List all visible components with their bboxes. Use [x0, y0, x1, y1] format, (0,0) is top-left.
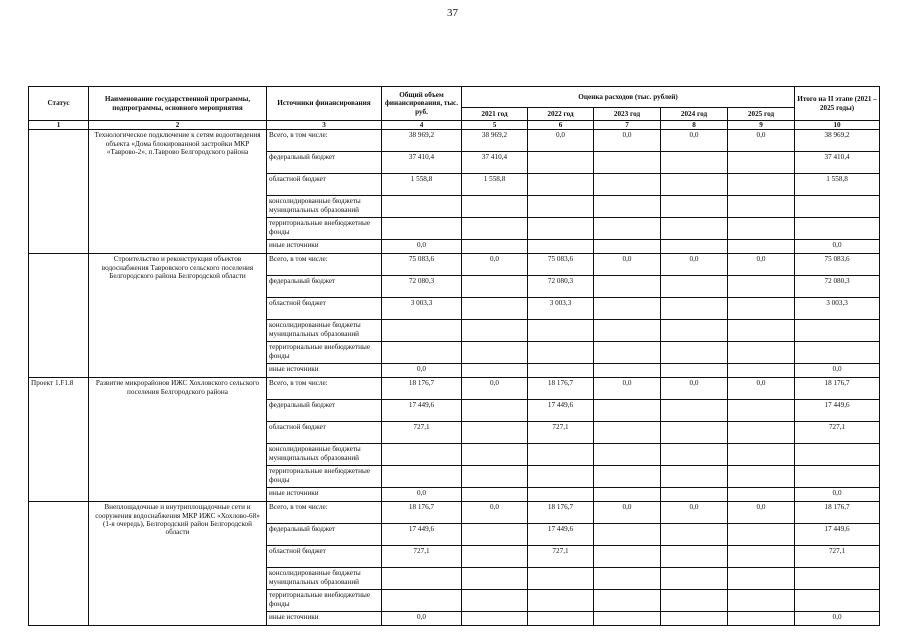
value-cell: [528, 240, 594, 254]
column-number: 1: [29, 121, 89, 130]
value-cell: 75 083,6: [795, 254, 880, 276]
value-cell: [594, 400, 661, 422]
value-cell: 0,0: [594, 130, 661, 152]
value-cell: [528, 320, 594, 342]
value-cell: [594, 276, 661, 298]
value-cell: 3 003,3: [382, 298, 462, 320]
value-cell: [728, 590, 795, 612]
source-label-cell: территориальные внебюджетные фонды: [267, 466, 382, 488]
column-number: 9: [728, 121, 795, 130]
value-cell: [728, 546, 795, 568]
value-cell: [661, 342, 728, 364]
table-body: [29, 130, 880, 626]
value-cell: [594, 568, 661, 590]
header-total: Общий объем финансирования, тыс. руб.: [382, 87, 462, 121]
value-cell: [594, 364, 661, 378]
value-cell: [462, 218, 528, 240]
value-cell: 0,0: [528, 130, 594, 152]
source-label-cell: иные источники: [267, 488, 382, 502]
value-cell: [594, 174, 661, 196]
value-cell: 0,0: [728, 254, 795, 276]
source-label-cell: Всего, в том числе:: [267, 254, 382, 276]
value-cell: [594, 196, 661, 218]
table-row: [29, 130, 880, 152]
value-cell: [528, 612, 594, 626]
value-cell: [528, 590, 594, 612]
value-cell: [594, 298, 661, 320]
status-cell: [29, 130, 89, 254]
value-cell: [528, 174, 594, 196]
value-cell: 37 410,4: [462, 152, 528, 174]
value-cell: [462, 400, 528, 422]
source-label-cell: областной бюджет: [267, 546, 382, 568]
value-cell: 72 080,3: [528, 276, 594, 298]
source-label-cell: иные источники: [267, 612, 382, 626]
value-cell: 17 449,6: [382, 524, 462, 546]
source-label-cell: федеральный бюджет: [267, 524, 382, 546]
value-cell: [661, 466, 728, 488]
value-cell: 17 449,6: [528, 400, 594, 422]
value-cell: 0,0: [462, 502, 528, 524]
value-cell: [594, 488, 661, 502]
value-cell: [528, 568, 594, 590]
column-number: 7: [594, 121, 661, 130]
value-cell: [462, 342, 528, 364]
source-label-cell: областной бюджет: [267, 298, 382, 320]
column-number: 10: [795, 121, 880, 130]
value-cell: [728, 320, 795, 342]
value-cell: 18 176,7: [528, 378, 594, 400]
value-cell: [661, 298, 728, 320]
header-year-2021: 2021 год: [462, 108, 528, 121]
header-year-2024: 2024 год: [661, 108, 728, 121]
value-cell: 0,0: [594, 254, 661, 276]
value-cell: 38 969,2: [462, 130, 528, 152]
value-cell: 38 969,2: [795, 130, 880, 152]
status-cell: [29, 502, 89, 626]
source-label-cell: федеральный бюджет: [267, 276, 382, 298]
source-label-cell: иные источники: [267, 240, 382, 254]
value-cell: [594, 466, 661, 488]
header-sources: Источники финансирования: [267, 87, 382, 121]
value-cell: [462, 590, 528, 612]
value-cell: [728, 276, 795, 298]
value-cell: 37 410,4: [795, 152, 880, 174]
value-cell: 0,0: [382, 612, 462, 626]
value-cell: [528, 466, 594, 488]
value-cell: [728, 612, 795, 626]
value-cell: 0,0: [661, 378, 728, 400]
value-cell: [661, 320, 728, 342]
column-number: 2: [89, 121, 267, 130]
value-cell: [462, 488, 528, 502]
value-cell: [728, 152, 795, 174]
value-cell: [462, 568, 528, 590]
value-cell: [382, 196, 462, 218]
value-cell: [661, 422, 728, 444]
source-label-cell: областной бюджет: [267, 174, 382, 196]
value-cell: [594, 546, 661, 568]
value-cell: 75 083,6: [528, 254, 594, 276]
value-cell: 17 449,6: [382, 400, 462, 422]
value-cell: 3 003,3: [795, 298, 880, 320]
value-cell: [661, 400, 728, 422]
value-cell: 18 176,7: [795, 502, 880, 524]
table-row: [29, 254, 880, 276]
value-cell: [528, 218, 594, 240]
source-label-cell: территориальные внебюджетные фонды: [267, 218, 382, 240]
value-cell: 37 410,4: [382, 152, 462, 174]
value-cell: 17 449,6: [528, 524, 594, 546]
column-number: 8: [661, 121, 728, 130]
value-cell: [594, 152, 661, 174]
value-cell: 727,1: [795, 422, 880, 444]
source-label-cell: иные источники: [267, 364, 382, 378]
value-cell: 0,0: [661, 502, 728, 524]
value-cell: [661, 364, 728, 378]
source-label-cell: консолидированные бюджеты муниципальных образований: [267, 196, 382, 218]
value-cell: [594, 240, 661, 254]
status-cell: Проект 1.F1.8: [29, 378, 89, 502]
value-cell: 0,0: [728, 130, 795, 152]
value-cell: 0,0: [661, 130, 728, 152]
value-cell: [462, 546, 528, 568]
column-number: 4: [382, 121, 462, 130]
value-cell: [594, 218, 661, 240]
source-label-cell: консолидированные бюджеты муниципальных образований: [267, 568, 382, 590]
value-cell: [795, 320, 880, 342]
value-cell: 18 176,7: [382, 502, 462, 524]
value-cell: 0,0: [795, 612, 880, 626]
header-status: Статус: [29, 87, 89, 121]
value-cell: 0,0: [594, 502, 661, 524]
value-cell: [795, 466, 880, 488]
source-label-cell: территориальные внебюджетные фонды: [267, 590, 382, 612]
value-cell: [728, 218, 795, 240]
value-cell: 0,0: [661, 254, 728, 276]
value-cell: 0,0: [382, 240, 462, 254]
value-cell: 0,0: [728, 502, 795, 524]
value-cell: 0,0: [795, 488, 880, 502]
value-cell: 727,1: [382, 546, 462, 568]
value-cell: [795, 590, 880, 612]
value-cell: 18 176,7: [795, 378, 880, 400]
value-cell: [462, 612, 528, 626]
header-estimate: Оценка расходов (тыс. рублей): [462, 87, 795, 108]
value-cell: [661, 174, 728, 196]
value-cell: [462, 422, 528, 444]
header-name: Наименование государственной программы, подпрограммы, основного мероприятия: [89, 87, 267, 121]
value-cell: [528, 364, 594, 378]
value-cell: [661, 568, 728, 590]
value-cell: [661, 590, 728, 612]
table-row: [29, 378, 880, 400]
value-cell: [528, 152, 594, 174]
value-cell: 727,1: [528, 546, 594, 568]
value-cell: 17 449,6: [795, 400, 880, 422]
value-cell: [661, 218, 728, 240]
value-cell: 18 176,7: [382, 378, 462, 400]
source-label-cell: федеральный бюджет: [267, 152, 382, 174]
value-cell: 17 449,6: [795, 524, 880, 546]
page-number: 37: [447, 7, 458, 19]
value-cell: [594, 320, 661, 342]
header-stage-total: Итого на II этапе (2021 – 2025 годы): [795, 87, 880, 121]
value-cell: [382, 320, 462, 342]
value-cell: 0,0: [382, 488, 462, 502]
value-cell: [728, 240, 795, 254]
source-label-cell: территориальные внебюджетные фонды: [267, 342, 382, 364]
value-cell: [728, 196, 795, 218]
value-cell: 0,0: [594, 378, 661, 400]
program-name-cell: Внеплощадочные и внутриплощадочные сети и сооружения водоснабжения МКР ИЖС «Хохлово-68» (1-я очередь), Белгородский район Белгородской области: [89, 502, 267, 626]
value-cell: [382, 444, 462, 466]
value-cell: 72 080,3: [382, 276, 462, 298]
value-cell: [462, 298, 528, 320]
value-cell: [661, 488, 728, 502]
source-label-cell: федеральный бюджет: [267, 400, 382, 422]
value-cell: [795, 218, 880, 240]
header-year-2022: 2022 год: [528, 108, 594, 121]
value-cell: [661, 612, 728, 626]
value-cell: [661, 240, 728, 254]
value-cell: 3 003,3: [528, 298, 594, 320]
source-label-cell: Всего, в том числе:: [267, 502, 382, 524]
value-cell: 1 558,8: [382, 174, 462, 196]
value-cell: [661, 546, 728, 568]
value-cell: 0,0: [382, 364, 462, 378]
value-cell: [382, 590, 462, 612]
value-cell: [594, 342, 661, 364]
value-cell: [661, 444, 728, 466]
value-cell: 727,1: [795, 546, 880, 568]
value-cell: [382, 568, 462, 590]
value-cell: 0,0: [462, 254, 528, 276]
value-cell: [795, 444, 880, 466]
status-cell: [29, 254, 89, 378]
value-cell: [462, 196, 528, 218]
value-cell: [594, 422, 661, 444]
financing-table: [28, 86, 880, 626]
value-cell: [594, 590, 661, 612]
value-cell: 0,0: [795, 364, 880, 378]
value-cell: 0,0: [462, 378, 528, 400]
value-cell: [728, 488, 795, 502]
value-cell: [728, 466, 795, 488]
source-label-cell: областной бюджет: [267, 422, 382, 444]
value-cell: [528, 196, 594, 218]
value-cell: 1 558,8: [795, 174, 880, 196]
value-cell: [661, 276, 728, 298]
value-cell: [462, 466, 528, 488]
value-cell: 18 176,7: [528, 502, 594, 524]
program-name-cell: Развитие микрорайонов ИЖС Хохловского сельского поселения Белгородского района: [89, 378, 267, 502]
value-cell: 72 080,3: [795, 276, 880, 298]
value-cell: [728, 400, 795, 422]
value-cell: [462, 320, 528, 342]
value-cell: [795, 342, 880, 364]
value-cell: [661, 152, 728, 174]
value-cell: [528, 444, 594, 466]
column-number-row: [29, 121, 880, 130]
value-cell: [382, 218, 462, 240]
value-cell: [728, 298, 795, 320]
value-cell: 75 083,6: [382, 254, 462, 276]
value-cell: [382, 342, 462, 364]
value-cell: [728, 524, 795, 546]
column-number: 6: [528, 121, 594, 130]
value-cell: [728, 174, 795, 196]
value-cell: [462, 276, 528, 298]
source-label-cell: консолидированные бюджеты муниципальных образований: [267, 444, 382, 466]
value-cell: [594, 524, 661, 546]
source-label-cell: консолидированные бюджеты муниципальных образований: [267, 320, 382, 342]
value-cell: 727,1: [382, 422, 462, 444]
header-year-2023: 2023 год: [594, 108, 661, 121]
table-row: [29, 502, 880, 524]
value-cell: [795, 196, 880, 218]
value-cell: [594, 444, 661, 466]
column-number: 3: [267, 121, 382, 130]
value-cell: 1 558,8: [462, 174, 528, 196]
value-cell: 38 969,2: [382, 130, 462, 152]
value-cell: [382, 466, 462, 488]
value-cell: [795, 568, 880, 590]
value-cell: 0,0: [728, 378, 795, 400]
source-label-cell: Всего, в том числе:: [267, 378, 382, 400]
program-name-cell: Технологическое подключение к сетям водоотведения объекта «Дома блокированной застройки МКР «Таврово-2», п.Таврово Белгородского района: [89, 130, 267, 254]
value-cell: [661, 196, 728, 218]
value-cell: [528, 488, 594, 502]
value-cell: [728, 444, 795, 466]
value-cell: [528, 342, 594, 364]
value-cell: [462, 524, 528, 546]
value-cell: [462, 444, 528, 466]
program-name-cell: Строительство и реконструкция объектов водоснабжения Тавровского сельского поселения Белгородского района Белгородской области: [89, 254, 267, 378]
source-label-cell: Всего, в том числе:: [267, 130, 382, 152]
column-number: 5: [462, 121, 528, 130]
header-year-2025: 2025 год: [728, 108, 795, 121]
value-cell: [728, 342, 795, 364]
value-cell: [661, 524, 728, 546]
value-cell: 727,1: [528, 422, 594, 444]
value-cell: [462, 240, 528, 254]
value-cell: [728, 364, 795, 378]
value-cell: [462, 364, 528, 378]
value-cell: [594, 612, 661, 626]
value-cell: 0,0: [795, 240, 880, 254]
value-cell: [728, 422, 795, 444]
value-cell: [728, 568, 795, 590]
